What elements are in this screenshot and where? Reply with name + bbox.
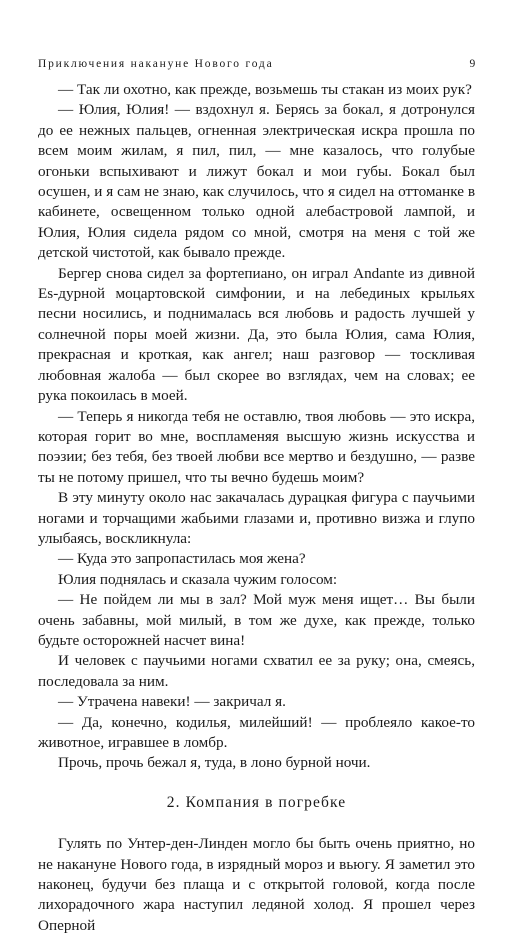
paragraph: — Куда это запропастилась моя жена? bbox=[58, 550, 306, 568]
paragraph: И человек с паучьими ногами схватил ее за руку; она, смеясь, последовала за ним. bbox=[38, 652, 475, 690]
paragraph: Прочь, прочь бежал я, туда, в лоно бурной ночи. bbox=[58, 754, 371, 772]
chapter-heading: 2. Компания в погребке bbox=[166, 793, 347, 811]
paragraph: — Теперь я никогда тебя не оставлю, твоя любовь — это искра, которая горит во мне, воспламеняя высшую жизнь искусства и поэзии; без тебя, без твоей любви все мертво и бездушно, — разве ты не потому пришел, что ты вечно будешь моим? bbox=[38, 407, 475, 486]
running-title: Приключения накануне Нового года bbox=[38, 58, 274, 70]
paragraph: Гулять по Унтер-ден-Линден могло бы быть очень приятно, но не накануне Нового года, в изрядный мороз и вьюгу. Я заметил это наконец, будучи без плаща и с открытой головой, когда после лихорадочного жара наступил ледяной холод. Я прошел через Оперной bbox=[38, 835, 475, 934]
paragraph: — Да, конечно, кодилья, милейший! — проблеяло какое-то животное, игравшее в ломбр. bbox=[38, 713, 475, 751]
paragraph: Бергер снова сидел за фортепиано, он играл Andante из дивной Es-дурной моцартовской симфонии, и на лебединых крыльях песни носились, и поднималась вся любовь и радость лучшей у солнечной поры моей жизни. Да, это была Юлия, сама Юлия, прекрасная и кроткая, как ангел; наш разговор — тоскливая любовная жалоба — был скорее во взглядах, чем на словах; ее рука покоилась в моей. bbox=[38, 264, 475, 405]
paragraph: Юлия поднялась и сказала чужим голосом: bbox=[58, 570, 338, 588]
body-text bbox=[38, 80, 475, 936]
page-number: 9 bbox=[469, 58, 477, 70]
paragraph: В эту минуту около нас закачалась дурацкая фигура с паучьими ногами и торчащими жабьими глазами и, противно визжа и глупо улыбаясь, воскликнула: bbox=[38, 489, 475, 547]
paragraph: — Утрачена навеки! — закричал я. bbox=[58, 693, 286, 711]
running-head bbox=[38, 58, 477, 70]
paragraph: — Так ли охотно, как прежде, возьмешь ты стакан из моих рук? bbox=[58, 81, 472, 98]
paragraph: — Не пойдем ли мы в зал? Мой муж меня ищет… Вы были очень забавны, мой милый, в том же духе, как прежде, только будьте осторожней насчет вина! bbox=[38, 591, 475, 649]
paragraph: — Юлия, Юлия! — вздохнул я. Берясь за бокал, я дотронулся до ее нежных пальцев, огненная электрическая искра прошла по всем моим жилам, я пил, пил, — мне казалось, что голубые огоньки вспыхивают и лижут бокал и мои губы. Бокал был осушен, и я сам не знаю, как случилось, что я сидел на оттоманке в кабинете, освещенном только одной алебастровой лампой, и Юлия, Юлия сидела рядом со мной, смотря на меня с той же детской чистотой, как бывало прежде. bbox=[38, 101, 475, 262]
